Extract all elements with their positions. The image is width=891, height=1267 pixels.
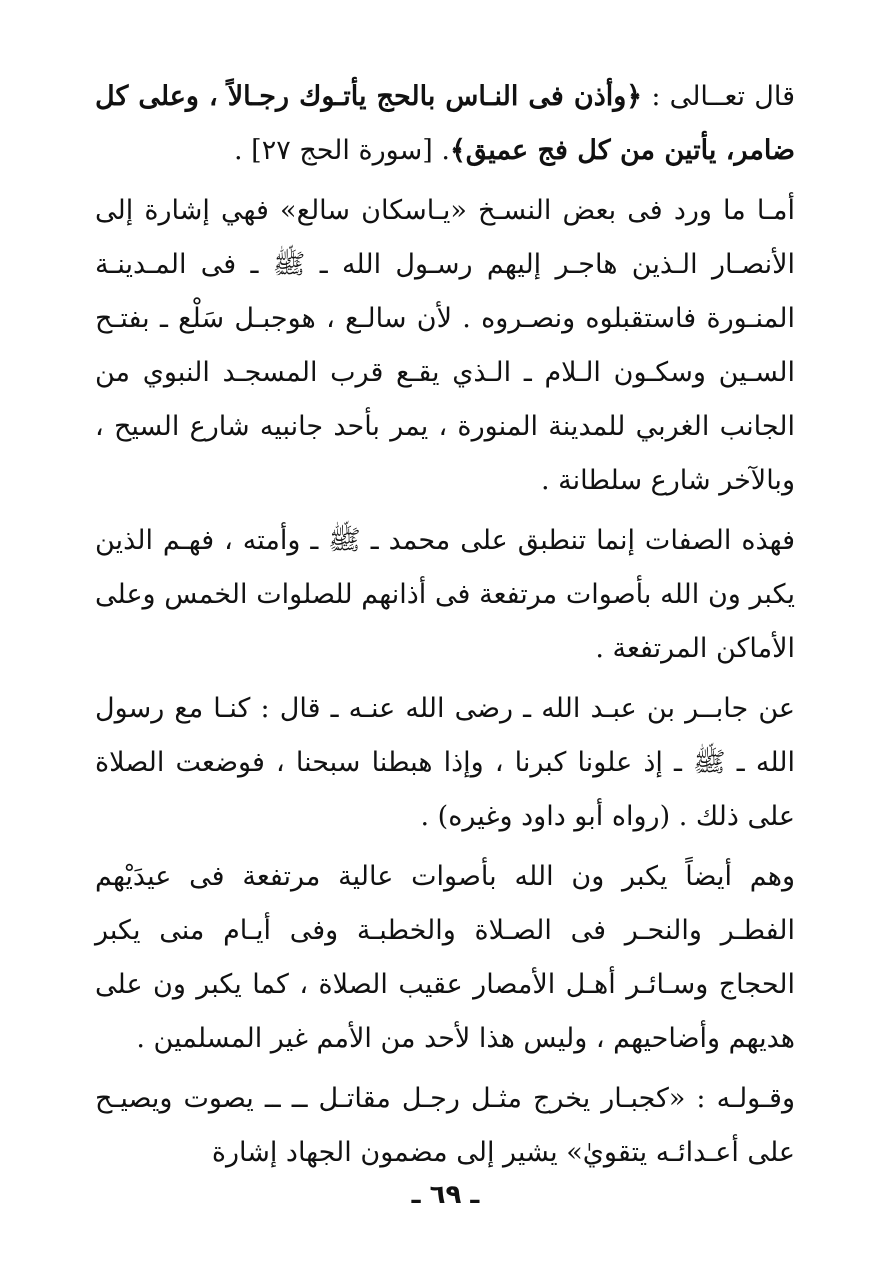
verse-intro: قال تعــالى : [642, 81, 795, 112]
paragraph-warrior: وقـولـه : «كجبـار يخرج مثـل رجـل مقاتـل ــ ــ يصوت ويصيـح على أعـدائـه يتقويٰ» يشير إلى مضمون الجهاد إشارة [95, 1083, 795, 1168]
verse-reference: . [سورة الحج ٢٧] . [234, 135, 450, 166]
page-body [95, 70, 795, 1186]
page-number: ـ ٦٩ ـ [411, 1180, 480, 1210]
paragraph-sala: أمـا ما ورد فى بعض النسـخ «يـاسكان سالع» فهي إشارة إلى الأنصـار الـذين هاجـر إليهم رسـول الله ـ ﷺ ـ فى المـدينـة المنـورة فاستقبلوه ونصـروه . لأن سالـع ، هوجبـل سَلْع ـ بفتـح السـين وسكـون الـلام ـ الـذي يقـع قرب المسجـد النبوي من الجانب الغربي للمدينة المنورة ، يمر بأحد جانبيه شارع السيح ، وبالآخر شارع سلطانة . [95, 195, 795, 496]
quran-quote: ﴿وأذن فى النـاس بالحج يأتـوك رجـالاً ، وعلى كل ضامر، يأتين من كل فج عميق﴾ [95, 81, 795, 166]
paragraph-attributes: فهذه الصفات إنما تنطبق على محمد ـ ﷺ ـ وأمته ، فهـم الذين يكبر ون الله بأصوات مرتفعة فى أذانهم للصلوات الخمس وعلى الأماكن المرتفعة . [95, 525, 795, 664]
paragraph-quran-verse [95, 70, 795, 178]
paragraph-hadith-jabir: عن جابــر بن عبـد الله ـ رضى الله عنـه ـ قال : كنـا مع رسول الله ـ ﷺ ـ إذ علونا كبرنا ، وإذا هبطنا سبحنا ، فوضعت الصلاة على ذلك . (رواه أبو داود وغيره) . [95, 693, 795, 832]
paragraph-takbir: وهم أيضاً يكبر ون الله بأصوات عالية مرتفعة فى عيدَيْهم الفطـر والنحـر فى الصـلاة والخطبـة وفى أيـام منى يكبر الحجاج وسـائـر أهـل الأمصار عقيب الصلاة ، كما يكبر ون على هديهم وأضاحيهم ، وليس هذا لأحد من الأمم غير المسلمين . [95, 861, 795, 1054]
